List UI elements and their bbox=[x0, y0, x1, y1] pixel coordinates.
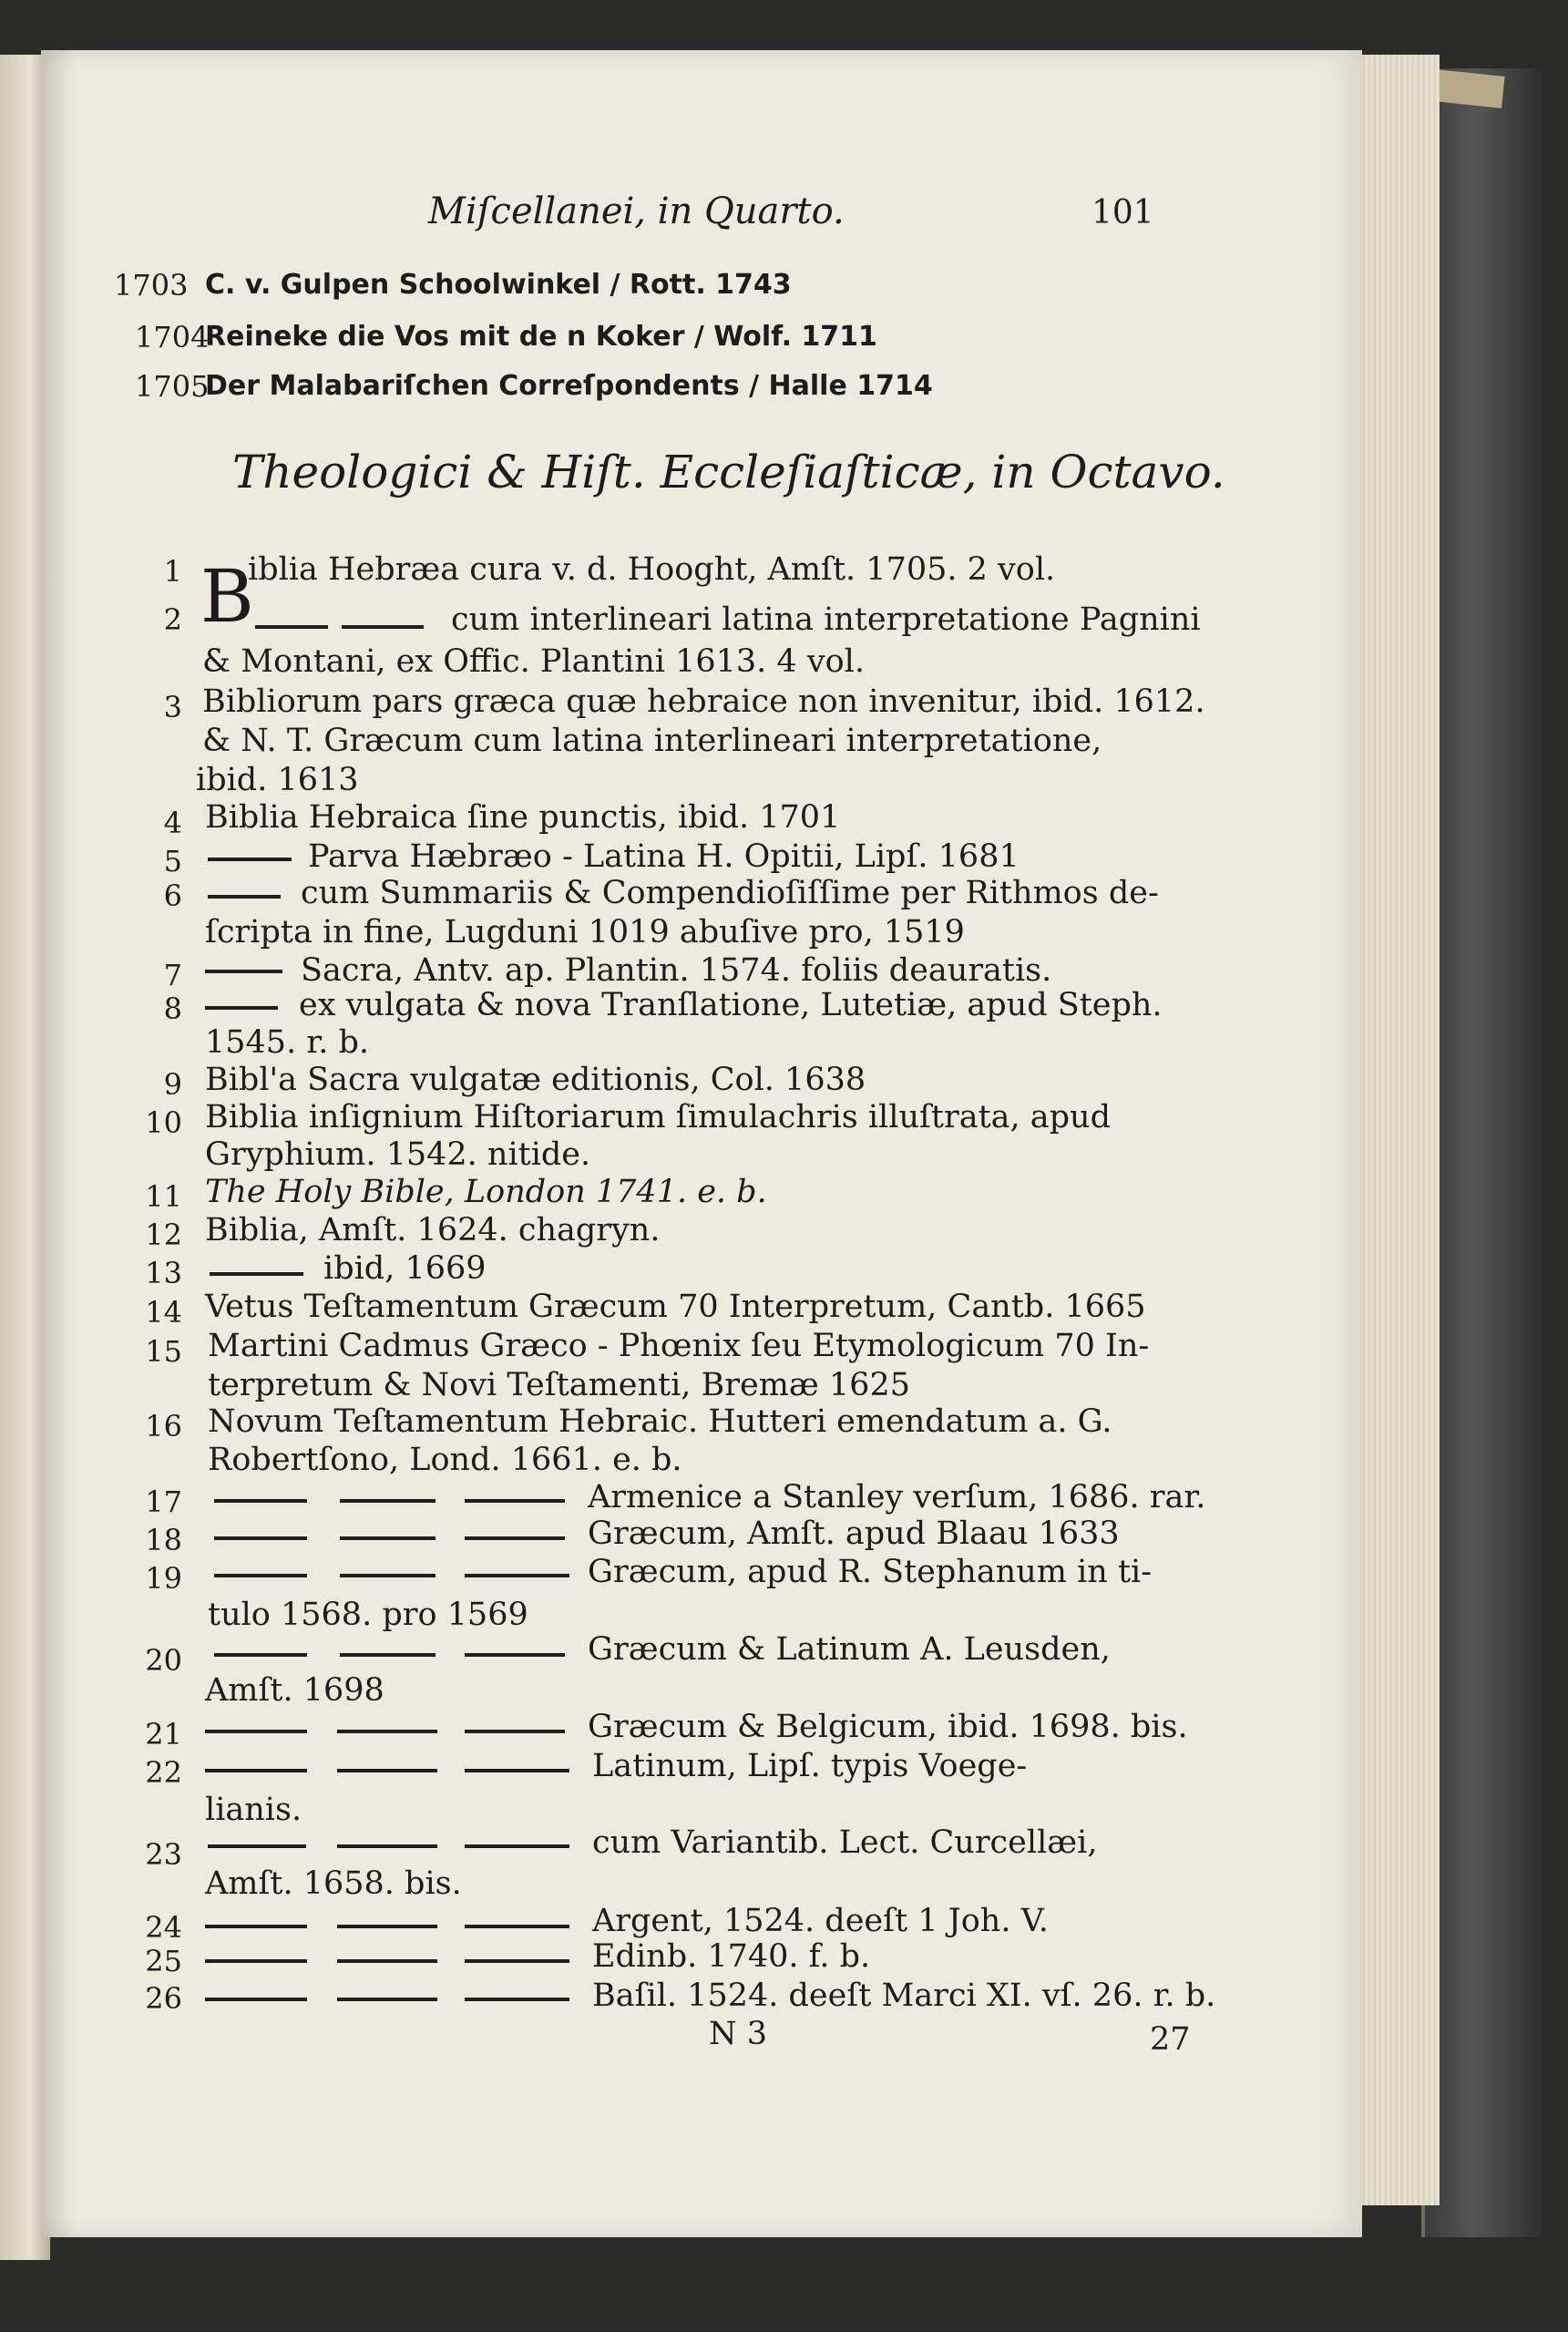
entry-text-continued: Amſt. 1698 bbox=[205, 1672, 384, 1709]
entry-number: 7 bbox=[163, 958, 182, 992]
ditto-dash bbox=[340, 1653, 436, 1657]
entry-text: Armenice a Stanley verſum, 1686. rar. bbox=[588, 1479, 1206, 1515]
ditto-dash bbox=[214, 1499, 307, 1503]
ditto-dash bbox=[465, 1959, 569, 1963]
entry-number: 1705 bbox=[135, 369, 210, 404]
ditto-dash bbox=[210, 1272, 303, 1276]
entry-number: 25 bbox=[145, 1944, 182, 1978]
catchword: 27 bbox=[1150, 2021, 1191, 2058]
entry-text: The Holy Bible, London 1741. e. b. bbox=[205, 1174, 767, 1210]
ditto-dash bbox=[205, 1730, 307, 1733]
entry-text-continued: ſcripta in fine, Lugduni 1019 abuſive pro, 1519 bbox=[205, 914, 965, 950]
entry-number: 1703 bbox=[114, 268, 189, 303]
ditto-dash bbox=[465, 1769, 569, 1772]
ditto-dash bbox=[465, 1730, 565, 1733]
ditto-dash bbox=[214, 1653, 307, 1657]
ditto-dash bbox=[208, 1844, 306, 1848]
drop-cap: B bbox=[200, 554, 254, 639]
entry-number: 1704 bbox=[135, 320, 210, 354]
entry-text: iblia Hebræa cura v. d. Hooght, Amſt. 1705. 2 vol. bbox=[248, 551, 1056, 588]
entry-number: 8 bbox=[163, 991, 182, 1026]
ditto-dash bbox=[205, 1925, 307, 1928]
entry-text-continued: & N. T. Græcum cum latina interlineari interpretatione, bbox=[202, 723, 1102, 759]
entry-text: Baſil. 1524. deeſt Marci XI. vſ. 26. r. b. bbox=[592, 1978, 1216, 2014]
entry-number: 21 bbox=[145, 1717, 182, 1752]
entry-number: 22 bbox=[145, 1755, 182, 1790]
entry-number: 12 bbox=[145, 1217, 182, 1252]
entry-text: C. v. Gulpen Schoolwinkel / Rott. 1743 bbox=[205, 269, 792, 301]
entry-text: ibid, 1669 bbox=[323, 1250, 487, 1287]
entry-number: 4 bbox=[163, 806, 182, 840]
entry-text: Reineke die Vos mit de n Koker / Wolf. 1711 bbox=[205, 321, 877, 353]
entry-text: Græcum & Latinum A. Leusden, bbox=[588, 1631, 1111, 1668]
entry-number: 18 bbox=[145, 1523, 182, 1557]
ditto-dash bbox=[205, 1959, 307, 1963]
ditto-dash bbox=[337, 1769, 437, 1772]
entry-number: 26 bbox=[145, 1981, 182, 2016]
ditto-dash bbox=[465, 1925, 569, 1928]
entry-text: Latinum, Lipſ. typis Voege- bbox=[592, 1748, 1028, 1784]
entry-text: Der Malabariſchen Correſpondents / Halle 1714 bbox=[205, 370, 933, 402]
entry-text-continued: & Montani, ex Offic. Plantini 1613. 4 vol. bbox=[202, 643, 865, 680]
ditto-dash bbox=[205, 1998, 307, 2001]
ditto-dash bbox=[337, 1998, 437, 2001]
signature-mark: N 3 bbox=[709, 2016, 768, 2052]
entry-text-continued: terpretum & Novi Teſtamenti, Bremæ 1625 bbox=[208, 1367, 910, 1403]
entry-number: 10 bbox=[145, 1105, 182, 1140]
entry-text: cum interlineari latina interpretatione Pagnini bbox=[451, 601, 1201, 638]
running-head: Miſcellanei, in Quarto. bbox=[428, 190, 845, 232]
entry-text: Sacra, Antv. ap. Plantin. 1574. foliis deauratis. bbox=[301, 952, 1052, 989]
entry-text: Vetus Teſtamentum Græcum 70 Interpretum, Cantb. 1665 bbox=[205, 1289, 1146, 1325]
entry-text: Bibl'a Sacra vulgatæ editionis, Col. 1638 bbox=[205, 1062, 866, 1098]
entry-text: Biblia Hebraica ſine punctis, ibid. 1701 bbox=[205, 799, 841, 836]
entry-text: ex vulgata & nova Tranſlatione, Lutetiæ, apud Steph. bbox=[299, 987, 1163, 1023]
entry-number: 6 bbox=[163, 878, 182, 913]
ditto-dash bbox=[340, 1536, 436, 1540]
entry-number: 13 bbox=[145, 1256, 182, 1290]
entry-text: Bibliorum pars græca quæ hebraice non invenitur, ibid. 1612. bbox=[202, 683, 1205, 720]
ditto-dash bbox=[465, 1536, 565, 1540]
entry-number: 17 bbox=[145, 1484, 182, 1519]
entry-text: cum Summariis & Compendioſiſſime per Rithmos de- bbox=[301, 875, 1159, 911]
entry-number: 14 bbox=[145, 1295, 182, 1330]
ditto-dash bbox=[337, 1925, 437, 1928]
entry-number: 3 bbox=[163, 690, 182, 724]
ditto-dash bbox=[337, 1959, 437, 1963]
entry-text: Biblia inſignium Hiſtoriarum ſimulachris illuſtrata, apud bbox=[205, 1099, 1111, 1135]
ditto-dash bbox=[205, 1006, 278, 1010]
ditto-dash bbox=[340, 1574, 436, 1577]
entry-text-continued: 1545. r. b. bbox=[205, 1024, 369, 1061]
ditto-dash bbox=[465, 1844, 569, 1848]
entry-text: Edinb. 1740. f. b. bbox=[592, 1938, 871, 1975]
entry-number: 15 bbox=[145, 1334, 182, 1369]
entry-text-continued: ibid. 1613 bbox=[196, 762, 359, 798]
entry-text: Biblia, Amſt. 1624. chagryn. bbox=[205, 1212, 661, 1248]
book-cover bbox=[1421, 68, 1543, 2237]
entry-text: Argent, 1524. deeſt 1 Joh. V. bbox=[592, 1903, 1049, 1939]
page-number: 101 bbox=[1091, 194, 1154, 231]
ditto-dash bbox=[205, 970, 282, 973]
ditto-dash bbox=[465, 1998, 569, 2001]
entry-number: 20 bbox=[145, 1643, 182, 1678]
entry-number: 16 bbox=[145, 1409, 182, 1443]
entry-text-continued: Amſt. 1658. bis. bbox=[205, 1865, 462, 1902]
page-gutter-shadow bbox=[41, 50, 77, 2237]
ditto-dash bbox=[340, 1499, 436, 1503]
entry-number: 19 bbox=[145, 1561, 182, 1596]
entry-text: Græcum & Belgicum, ibid. 1698. bis. bbox=[588, 1709, 1188, 1745]
entry-number: 24 bbox=[145, 1910, 182, 1945]
entry-text: Novum Teſtamentum Hebraic. Hutteri emendatum a. G. bbox=[208, 1403, 1112, 1440]
entry-text: Parva Hæbræo - Latina H. Opitii, Lipſ. 1681 bbox=[308, 838, 1020, 875]
ditto-dash bbox=[214, 1536, 307, 1540]
entry-text-continued: Gryphium. 1542. nitide. bbox=[205, 1136, 591, 1173]
entry-text-continued: tulo 1568. pro 1569 bbox=[208, 1597, 528, 1633]
entry-number: 5 bbox=[163, 844, 182, 878]
ditto-dash bbox=[208, 895, 281, 899]
ditto-dash bbox=[342, 625, 424, 629]
entry-number: 23 bbox=[145, 1837, 182, 1872]
entry-number: 9 bbox=[163, 1067, 182, 1102]
entry-text: Græcum, Amſt. apud Blaau 1633 bbox=[588, 1515, 1120, 1552]
ditto-dash bbox=[337, 1844, 437, 1848]
ditto-dash bbox=[465, 1574, 569, 1577]
ditto-dash bbox=[465, 1499, 565, 1503]
entry-text-continued: lianis. bbox=[205, 1792, 302, 1828]
entry-text-continued: Robertſono, Lond. 1661. e. b. bbox=[208, 1442, 682, 1478]
ditto-dash bbox=[205, 1769, 307, 1772]
entry-number: 1 bbox=[163, 554, 182, 589]
entry-number: 2 bbox=[163, 602, 182, 637]
entry-number: 11 bbox=[145, 1179, 182, 1214]
ditto-dash bbox=[465, 1653, 565, 1657]
ditto-dash bbox=[255, 625, 328, 629]
section-title: Theologici & Hiſt. Eccleſiaſticæ, in Octavo. bbox=[232, 446, 1225, 498]
entry-text: Græcum, apud R. Stephanum in ti- bbox=[588, 1554, 1153, 1590]
ditto-dash bbox=[337, 1730, 437, 1733]
ditto-dash bbox=[214, 1574, 307, 1577]
ditto-dash bbox=[208, 858, 292, 861]
entry-text: cum Variantib. Lect. Curcellæi, bbox=[592, 1824, 1098, 1861]
entry-text: Martini Cadmus Græco - Phœnix ſeu Etymologicum 70 In- bbox=[208, 1328, 1150, 1364]
